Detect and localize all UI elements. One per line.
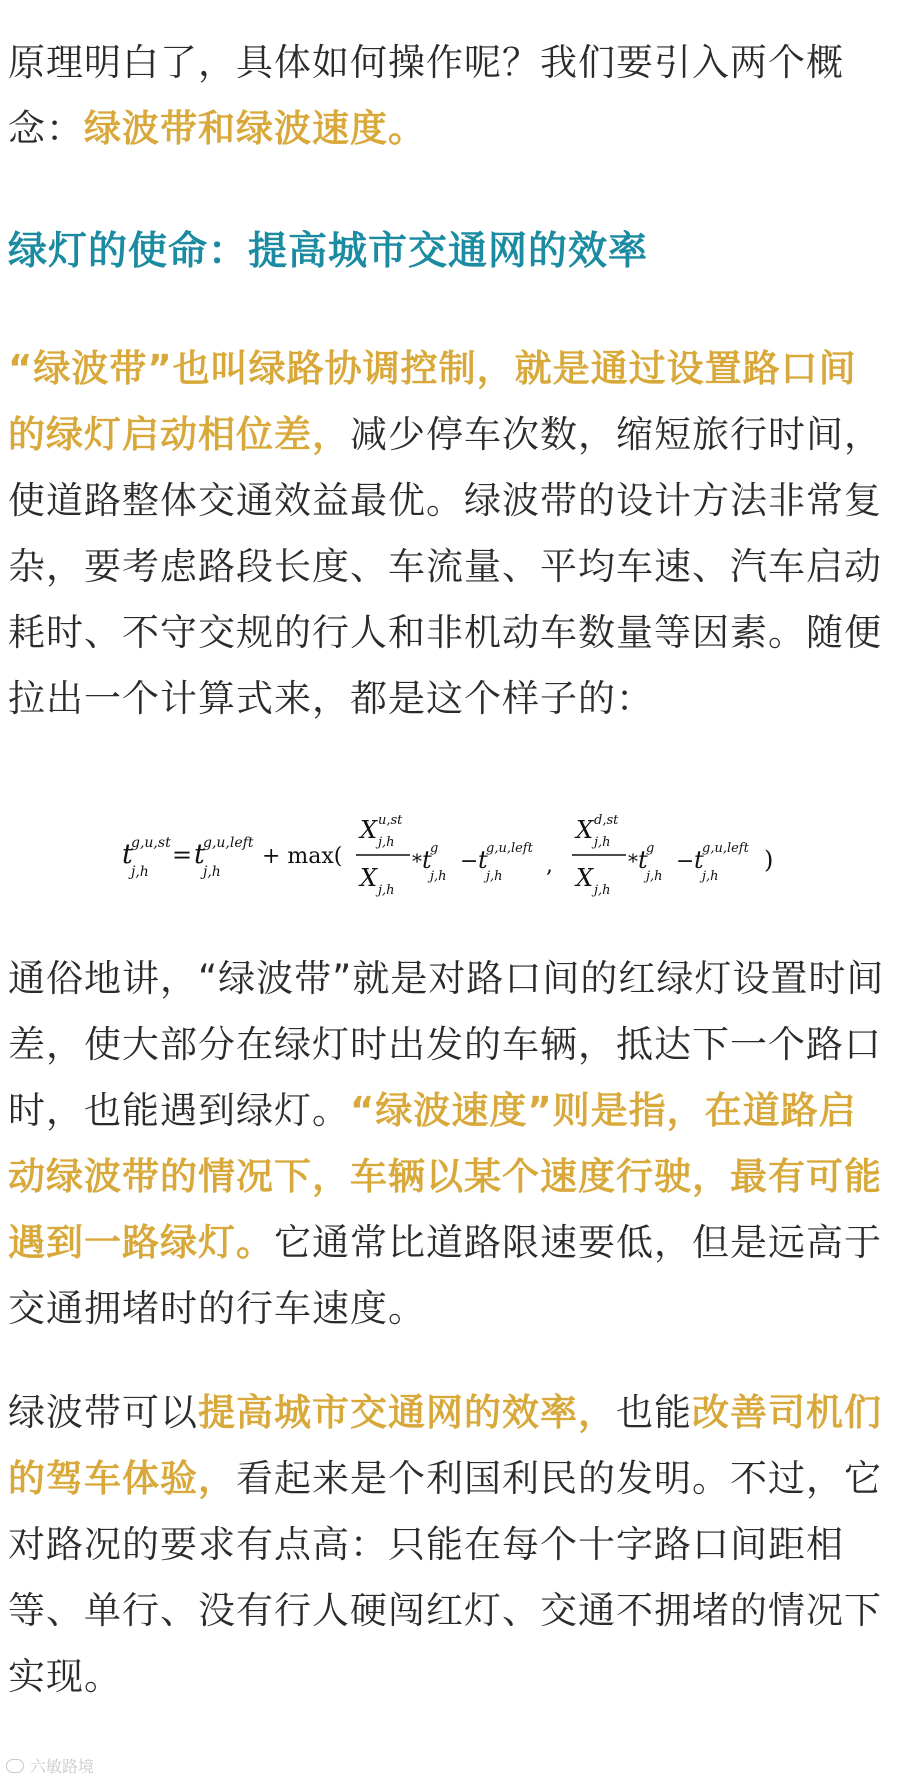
formula-lhs-base: t	[122, 839, 133, 870]
formula-t5-sup: g,u,left	[702, 841, 749, 856]
formula-frac2-num-sup: d,st	[594, 813, 619, 828]
formula-t4-sup: g	[646, 841, 655, 856]
formula-frac1-den-base: X	[360, 864, 378, 892]
definition-text: 减少停车次数，缩短旅行时间，使道路整体交通效益最优。绿波带的设计方法非常复杂，要考虑路段长度、车流量、平均车速、汽车启动耗时、不守交规的行人和非机动车数量等因素。随便拉出一个计算式来，都是这个样子的：	[8, 413, 882, 720]
formula-t3-sub: j,h	[486, 869, 503, 884]
watermark-text: 六敏路境	[30, 1757, 95, 1776]
formula-t1-base: t	[194, 839, 205, 870]
formula-star2: *	[628, 849, 638, 873]
definition-highlight: “绿波带”也叫绿路协调控制，就是通过设置路口间的绿灯启动相位差，	[8, 347, 857, 456]
benefits-text-b: 也能	[616, 1391, 692, 1434]
formula-frac1-num-sup: u,st	[378, 813, 403, 828]
formula-plus-max: + max(	[262, 844, 343, 869]
formula-lhs-sub: j,h	[131, 864, 149, 880]
benefits-text-c: 看起来是个利国利民的发明。不过，它对路况的要求有点高：只能在每个十字路口间距相等、单行、没有行人硬闯红灯、交通不拥堵的情况下实现。	[8, 1457, 882, 1698]
paragraph-intro	[8, 30, 888, 162]
formula-equals: =	[172, 841, 193, 869]
formula-frac2-num-sub: j,h	[594, 835, 611, 850]
formula-t5-sub: j,h	[702, 869, 719, 884]
speed-highlight: “绿波速度”则是指，在道路启动绿波带的情况下，车辆以某个速度行驶，最有可能遇到一路绿灯。	[8, 1089, 882, 1264]
section-heading: 绿灯的使命：提高城市交通网的效率	[8, 229, 649, 274]
paragraph-benefits	[8, 1380, 888, 1710]
formula-t5-base: t	[694, 846, 704, 874]
formula-t2-sub: j,h	[430, 869, 447, 884]
paragraph-green-wave-definition	[8, 336, 888, 732]
formula-t1-sup: g,u,left	[203, 835, 254, 851]
formula-frac1-num-base: X	[360, 816, 378, 844]
formula-image	[0, 790, 900, 910]
formula-lhs-sup: g,u,st	[131, 835, 171, 851]
formula-t4-base: t	[638, 846, 648, 874]
speed-text-a: 通俗地讲，“绿波带”就是对路口间的红绿灯设置时间差，使大部分在绿灯时出发的车辆，抵达下一个路口时，也能遇到绿灯。	[8, 957, 885, 1132]
speed-text-b: 它通常比道路限速要低，但是远高于交通拥堵时的行车速度。	[8, 1221, 882, 1330]
formula-star1: *	[412, 849, 422, 873]
paragraph-green-wave-speed	[8, 946, 888, 1342]
benefits-text-a: 绿波带可以	[8, 1391, 198, 1434]
formula-frac1-num-sub: j,h	[378, 835, 395, 850]
benefits-highlight-b: 改善司机们的驾车体验，	[8, 1391, 882, 1500]
formula-t2-base: t	[422, 846, 432, 874]
formula-minus1: −	[460, 849, 479, 874]
formula-comma: ,	[546, 853, 553, 878]
formula-svg	[0, 790, 900, 910]
formula-frac2-den-base: X	[576, 864, 594, 892]
benefits-highlight-a: 提高城市交通网的效率，	[198, 1391, 616, 1434]
formula-t2-sup: g	[430, 841, 439, 856]
formula-frac2-den-sub: j,h	[594, 883, 611, 898]
formula-frac2-num-base: X	[576, 816, 594, 844]
formula-t1-sub: j,h	[203, 864, 221, 880]
watermark	[6, 1754, 94, 1777]
formula-frac1-den-sub: j,h	[378, 883, 395, 898]
formula-t3-sup: g,u,left	[486, 841, 533, 856]
formula-minus2: −	[676, 849, 695, 874]
watermark-logo-icon	[6, 1759, 24, 1773]
formula-t4-sub: j,h	[646, 869, 663, 884]
paragraph-intro-text: 原理明白了，具体如何操作呢？我们要引入两个概念：	[8, 41, 844, 150]
paragraph-intro-highlight: 绿波带和绿波速度。	[84, 107, 426, 150]
formula-close-paren: )	[764, 846, 774, 874]
formula-t3-base: t	[478, 846, 488, 874]
